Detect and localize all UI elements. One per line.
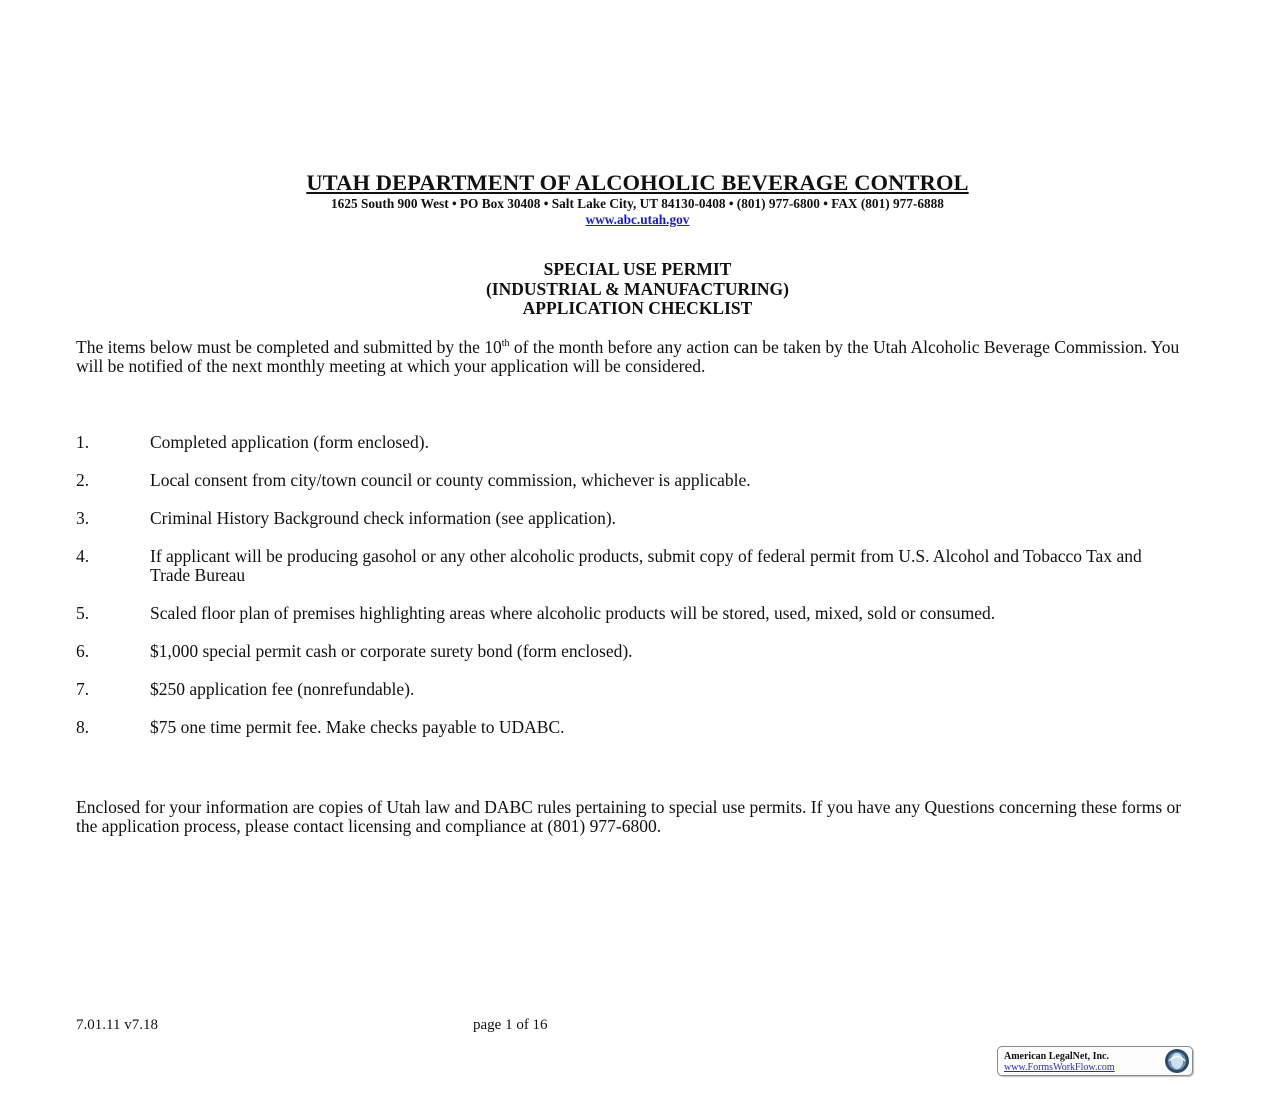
item-number: 8. (76, 717, 90, 737)
org-address: 1625 South 900 West • PO Box 30408 • Salt Lake City, UT 84130-0408 • (801) 977-6800 • FAX (801) 977-6888 (331, 196, 944, 211)
item-number: 5. (76, 603, 90, 623)
item-number: 3. (76, 508, 90, 528)
checklist-item (76, 680, 1196, 699)
closing-paragraph: Enclosed for your information are copies of Utah law and DABC rules pertaining to special use permits. If you have any Questions concerning these forms or the application process, please contact licensing and compliance at (801) 977-6800. (76, 797, 1182, 836)
intro-superscript: th (501, 338, 510, 349)
item-text: $1,000 special permit cash or corporate surety bond (form enclosed). (150, 641, 633, 661)
form-title-line-2: (INDUSTRIAL & MANUFACTURING) (485, 278, 789, 299)
item-number: 6. (76, 641, 90, 661)
item-text: If applicant will be producing gasohol or any other alcoholic products, submit copy of federal permit from U.S. Alcohol and Tobacco Tax and Trade Bureau (150, 546, 1142, 585)
checklist-item (76, 547, 1196, 585)
legalnet-badge[interactable] (997, 1046, 1193, 1076)
website-link[interactable]: www.abc.utah.gov (585, 212, 690, 227)
checklist-item (76, 642, 1196, 661)
checklist-item (76, 433, 1196, 452)
item-text: Completed application (form enclosed). (150, 432, 429, 452)
checklist-item (76, 718, 1196, 737)
letterhead (0, 170, 1275, 229)
item-number: 2. (76, 470, 90, 490)
form-title-line-3: APPLICATION CHECKLIST (522, 298, 753, 318)
intro-paragraph (76, 338, 1196, 376)
intro-text-end: of the month before any action can be taken by the Utah Alcoholic Beverage Commission. You will be notified of the next monthly meeting at which your application will be considered. (76, 337, 1180, 376)
checklist (76, 433, 1196, 737)
intro-text-start: The items below must be completed and submitted by the 10 (76, 337, 502, 357)
item-number: 4. (76, 546, 90, 566)
form-title-line-1: SPECIAL USE PERMIT (543, 259, 732, 279)
item-number: 1. (76, 432, 90, 452)
checklist-item (76, 471, 1196, 490)
badge-company: American LegalNet, Inc. (1004, 1051, 1109, 1062)
org-title: UTAH DEPARTMENT OF ALCOHOLIC BEVERAGE CONTROL (306, 170, 969, 195)
badge-link[interactable]: www.FormsWorkFlow.com (1004, 1062, 1115, 1073)
item-text: Scaled floor plan of premises highlighting areas where alcoholic products will be stored, used, mixed, sold or consumed. (150, 603, 996, 623)
form-title (0, 260, 1275, 319)
checklist-item (76, 509, 1196, 528)
item-text: Local consent from city/town council or county commission, whichever is applicable. (150, 470, 751, 490)
item-text: $75 one time permit fee. Make checks payable to UDABC. (150, 717, 565, 737)
item-text: $250 application fee (nonrefundable). (150, 679, 415, 699)
page-number: page 1 of 16 (473, 1017, 548, 1033)
item-text: Criminal History Background check information (see application). (150, 508, 617, 528)
form-version: 7.01.11 v7.18 (76, 1017, 158, 1033)
checklist-item (76, 604, 1196, 623)
globe-logo-icon (1164, 1048, 1190, 1074)
item-number: 7. (76, 679, 90, 699)
